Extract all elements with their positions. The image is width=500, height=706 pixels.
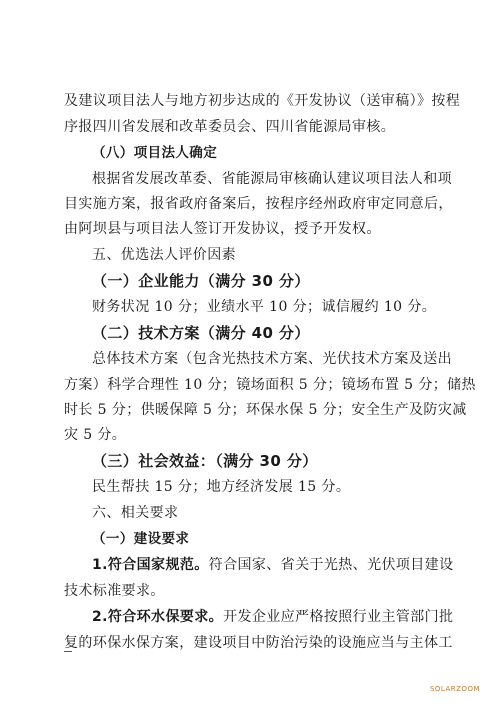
subheading-social-benefit: （三）社会效益：（满分 30 分） <box>92 452 318 470</box>
subheading-construction-requirements: （一）建设要求 <box>92 531 190 547</box>
page-number-mark <box>64 651 72 652</box>
paragraph-line: 目实施方案，报省政府备案后，按程序经州政府审定同意后， <box>64 196 453 212</box>
paragraph-line: 及建议项目法人与地方初步达成的《开发协议（送审稿）》按程 <box>64 93 461 109</box>
section-heading-project-legal-person: （八）项目法人确定 <box>92 145 218 161</box>
item-title-national-standards: 1.符合国家规范。 <box>92 557 209 573</box>
paragraph-line: 序报四川省发展和改革委员会、四川省能源局审核。 <box>64 119 396 135</box>
paragraph-line: 总体技术方案（包含光热技术方案、光伏技术方案及送出 <box>92 351 452 367</box>
chapter-heading-evaluation-factors: 五、优选法人评价因素 <box>92 247 236 263</box>
paragraph-line: 复的环保水保方案，建设项目中防治污染的设施应当与主体工 <box>64 635 453 651</box>
watermark: SOLARZOOM <box>429 685 480 693</box>
paragraph-line: 灾 5 分。 <box>64 427 127 443</box>
paragraph-line: 根据省发展改革委、省能源局审核确认建议项目法人和项 <box>92 171 452 187</box>
subheading-enterprise-capability: （一）企业能力（满分 30 分） <box>92 272 310 290</box>
paragraph-line: 由阿坝县与项目法人签订开发协议，授予开发权。 <box>64 221 381 237</box>
item-text: 符合国家、省关于光热、光伏项目建设 <box>208 557 454 573</box>
paragraph-line <box>92 608 453 626</box>
paragraph-line: 民生帮扶 15 分；地方经济发展 15 分。 <box>92 479 351 495</box>
paragraph-line <box>92 556 453 574</box>
paragraph-line: 财务状况 10 分；业绩水平 10 分；诚信履约 10 分。 <box>92 299 437 315</box>
chapter-heading-requirements: 六、相关要求 <box>92 505 179 521</box>
paragraph-line: 技术标准要求。 <box>64 583 165 599</box>
item-title-environmental-requirements: 2.符合环水保要求。 <box>92 609 224 625</box>
subheading-technical-plan: （二）技术方案（满分 40 分） <box>92 324 310 342</box>
paragraph-line: 方案）科学合理性 10 分；镜场面积 5 分；镜场布置 5 分；储热 <box>64 377 476 393</box>
item-text: 开发企业应严格按照行业主管部门批 <box>223 609 454 625</box>
paragraph-line: 时长 5 分；供暖保障 5 分；环保水保 5 分；安全生产及防灾减 <box>64 402 467 418</box>
